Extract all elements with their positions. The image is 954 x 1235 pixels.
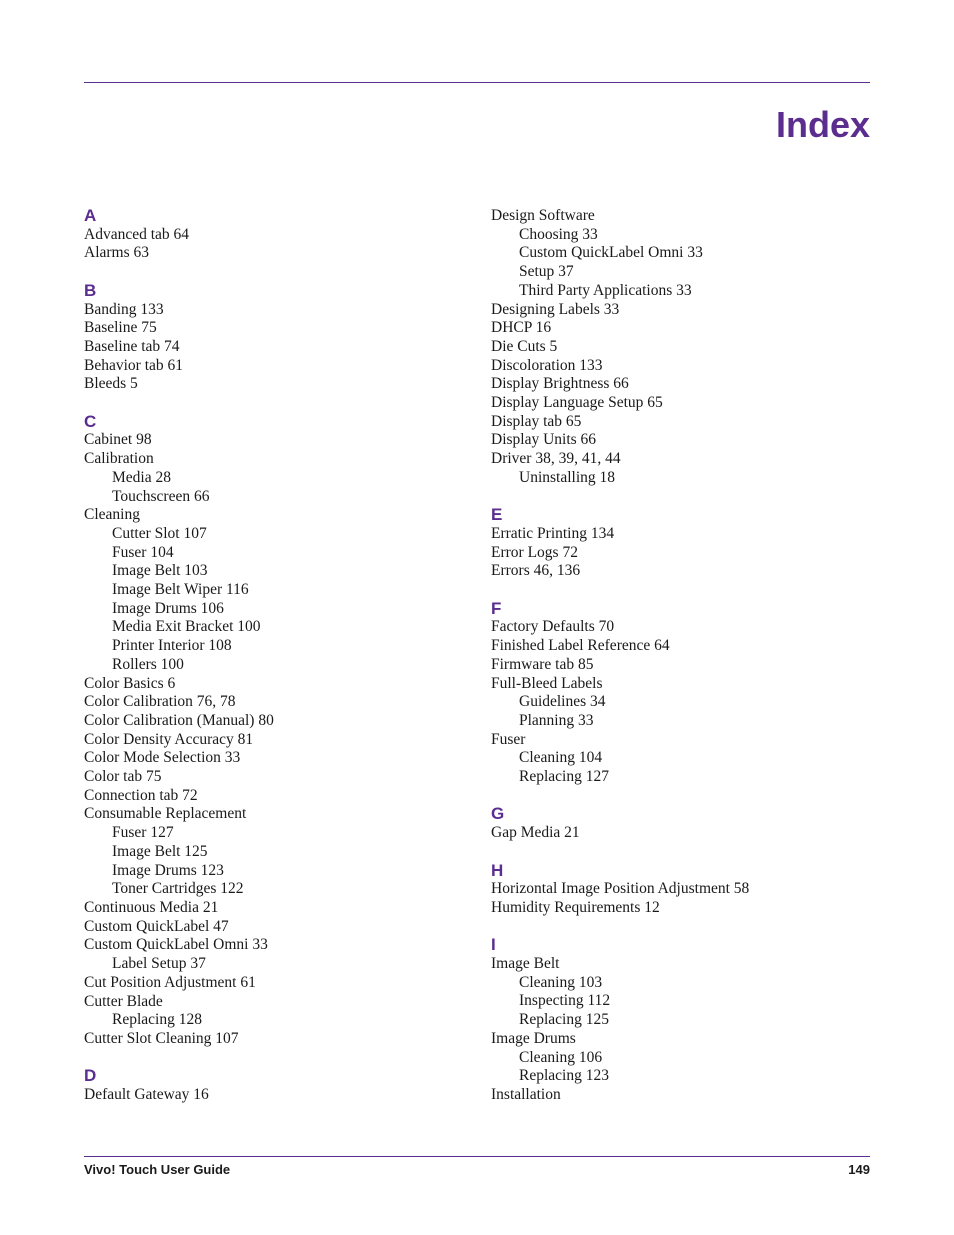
index-entry: Color Basics 6 — [84, 674, 176, 692]
index-entry: Design Software — [491, 207, 595, 224]
index-subentry: Cleaning 103 — [519, 973, 603, 991]
index-entry: Errors 46, 136 — [491, 562, 581, 580]
index-entry: Display Brightness 66 — [491, 375, 629, 393]
index-entry: Display Units 66 — [491, 431, 597, 449]
index-entry: Cutter Blade — [84, 992, 163, 1010]
index-subentry: Uninstalling 18 — [519, 468, 616, 486]
index-subentry: Image Belt Wiper 116 — [112, 581, 249, 599]
index-subentry: Image Drums 106 — [112, 599, 224, 617]
index-subentry: Rollers 100 — [112, 655, 184, 673]
index-entry: Driver 38, 39, 41, 44 — [491, 450, 621, 468]
index-subentry: Touchscreen 66 — [112, 487, 210, 505]
index-section-letter: D — [84, 1066, 97, 1086]
index-subentry: Choosing 33 — [519, 225, 598, 243]
footer-guide-title: Vivo! Touch User Guide — [84, 1162, 231, 1177]
index-section-letter: B — [84, 280, 97, 300]
index-subentry: Replacing 125 — [519, 1011, 609, 1029]
index-section-letter: H — [491, 860, 504, 880]
index-subentry: Image Drums 123 — [112, 861, 224, 879]
index-subentry: Inspecting 112 — [519, 992, 611, 1010]
index-entry: Bleeds 5 — [84, 375, 138, 393]
index-entry: Installation — [491, 1085, 561, 1103]
index-subentry: Replacing 123 — [519, 1067, 609, 1085]
index-subentry: Label Setup 37 — [112, 955, 206, 973]
index-entry: Image Belt — [491, 955, 560, 973]
index-subentry: Fuser 104 — [112, 543, 174, 561]
index-subentry: Replacing 128 — [112, 1011, 202, 1029]
index-entry: Finished Label Reference 64 — [491, 637, 670, 655]
index-section-letter: E — [491, 505, 503, 525]
index-section-letter: I — [491, 935, 496, 955]
index-subentry: Image Belt 125 — [112, 842, 208, 860]
index-subentry: Guidelines 34 — [519, 693, 606, 711]
index-subentry: Cleaning 104 — [519, 749, 603, 767]
index-entry: Horizontal Image Position Adjustment 58 — [491, 880, 750, 898]
index-entry: Gap Media 21 — [491, 824, 580, 842]
footer-rule — [84, 1156, 870, 1157]
index-entry: Humidity Requirements 12 — [491, 898, 660, 916]
index-entry: Display tab 65 — [491, 412, 582, 430]
index-entry: Color tab 75 — [84, 768, 162, 786]
index-entry: DHCP 16 — [491, 319, 552, 337]
index-entry: Continuous Media 21 — [84, 898, 219, 916]
index-entry: Alarms 63 — [84, 244, 150, 262]
index-subentry: Toner Cartridges 122 — [112, 880, 244, 898]
index-entry: Erratic Printing 134 — [491, 524, 615, 542]
index-entry: Die Cuts 5 — [491, 337, 558, 355]
index-section-letter: F — [491, 598, 502, 618]
index-subentry: Third Party Applications 33 — [519, 281, 692, 299]
index-column-left — [84, 207, 474, 1105]
index-subentry: Fuser 127 — [112, 824, 174, 842]
index-entry: Color Density Accuracy 81 — [84, 730, 254, 748]
index-section-letter: A — [84, 206, 97, 225]
index-subentry: Image Belt 103 — [112, 562, 208, 580]
index-entry: Connection tab 72 — [84, 786, 198, 804]
index-section-letter: C — [84, 411, 97, 431]
index-subentry: Cutter Slot 107 — [112, 524, 207, 542]
index-entry: Cut Position Adjustment 61 — [84, 973, 256, 991]
index-subentry: Planning 33 — [519, 711, 594, 729]
index-entry: Cabinet 98 — [84, 431, 152, 449]
index-entry: Calibration — [84, 450, 154, 468]
index-entry: Color Calibration (Manual) 80 — [84, 711, 274, 729]
index-entry: Behavior tab 61 — [84, 356, 184, 374]
index-entry: Custom QuickLabel Omni 33 — [84, 936, 268, 954]
index-entry: Banding 133 — [84, 300, 164, 318]
index-entry: Firmware tab 85 — [491, 655, 594, 673]
index-section-letter: G — [491, 804, 505, 824]
index-entry: Image Drums — [491, 1029, 576, 1047]
index-entry: Factory Defaults 70 — [491, 618, 615, 636]
index-subentry: Setup 37 — [519, 263, 574, 281]
index-entry: Cleaning — [84, 506, 140, 524]
footer-page-number: 149 — [848, 1162, 870, 1177]
index-entry: Display Language Setup 65 — [491, 394, 663, 412]
index-entry: Default Gateway 16 — [84, 1086, 209, 1103]
index-subentry: Cleaning 106 — [519, 1048, 603, 1066]
page-title: Index — [775, 104, 870, 145]
index-entry: Color Calibration 76, 78 — [84, 693, 236, 711]
index-entry: Designing Labels 33 — [491, 300, 620, 318]
index-entry: Custom QuickLabel 47 — [84, 917, 229, 935]
index-subentry: Media 28 — [112, 468, 171, 486]
index-entry: Advanced tab 64 — [84, 225, 190, 243]
index-entry: Discoloration 133 — [491, 356, 603, 374]
index-entry: Cutter Slot Cleaning 107 — [84, 1029, 239, 1047]
index-subentry: Printer Interior 108 — [112, 637, 232, 655]
index-subentry: Replacing 127 — [519, 768, 609, 786]
header-rule — [84, 82, 870, 83]
index-column-right — [491, 207, 881, 1105]
index-entry: Color Mode Selection 33 — [84, 749, 241, 767]
index-subentry: Media Exit Bracket 100 — [112, 618, 261, 636]
index-entry: Full-Bleed Labels — [491, 674, 603, 692]
index-entry: Fuser — [491, 730, 526, 748]
index-subentry: Custom QuickLabel Omni 33 — [519, 244, 703, 262]
index-entry: Consumable Replacement — [84, 805, 247, 823]
index-entry: Baseline tab 74 — [84, 337, 180, 355]
index-entry: Error Logs 72 — [491, 543, 578, 561]
index-entry: Baseline 75 — [84, 319, 157, 337]
